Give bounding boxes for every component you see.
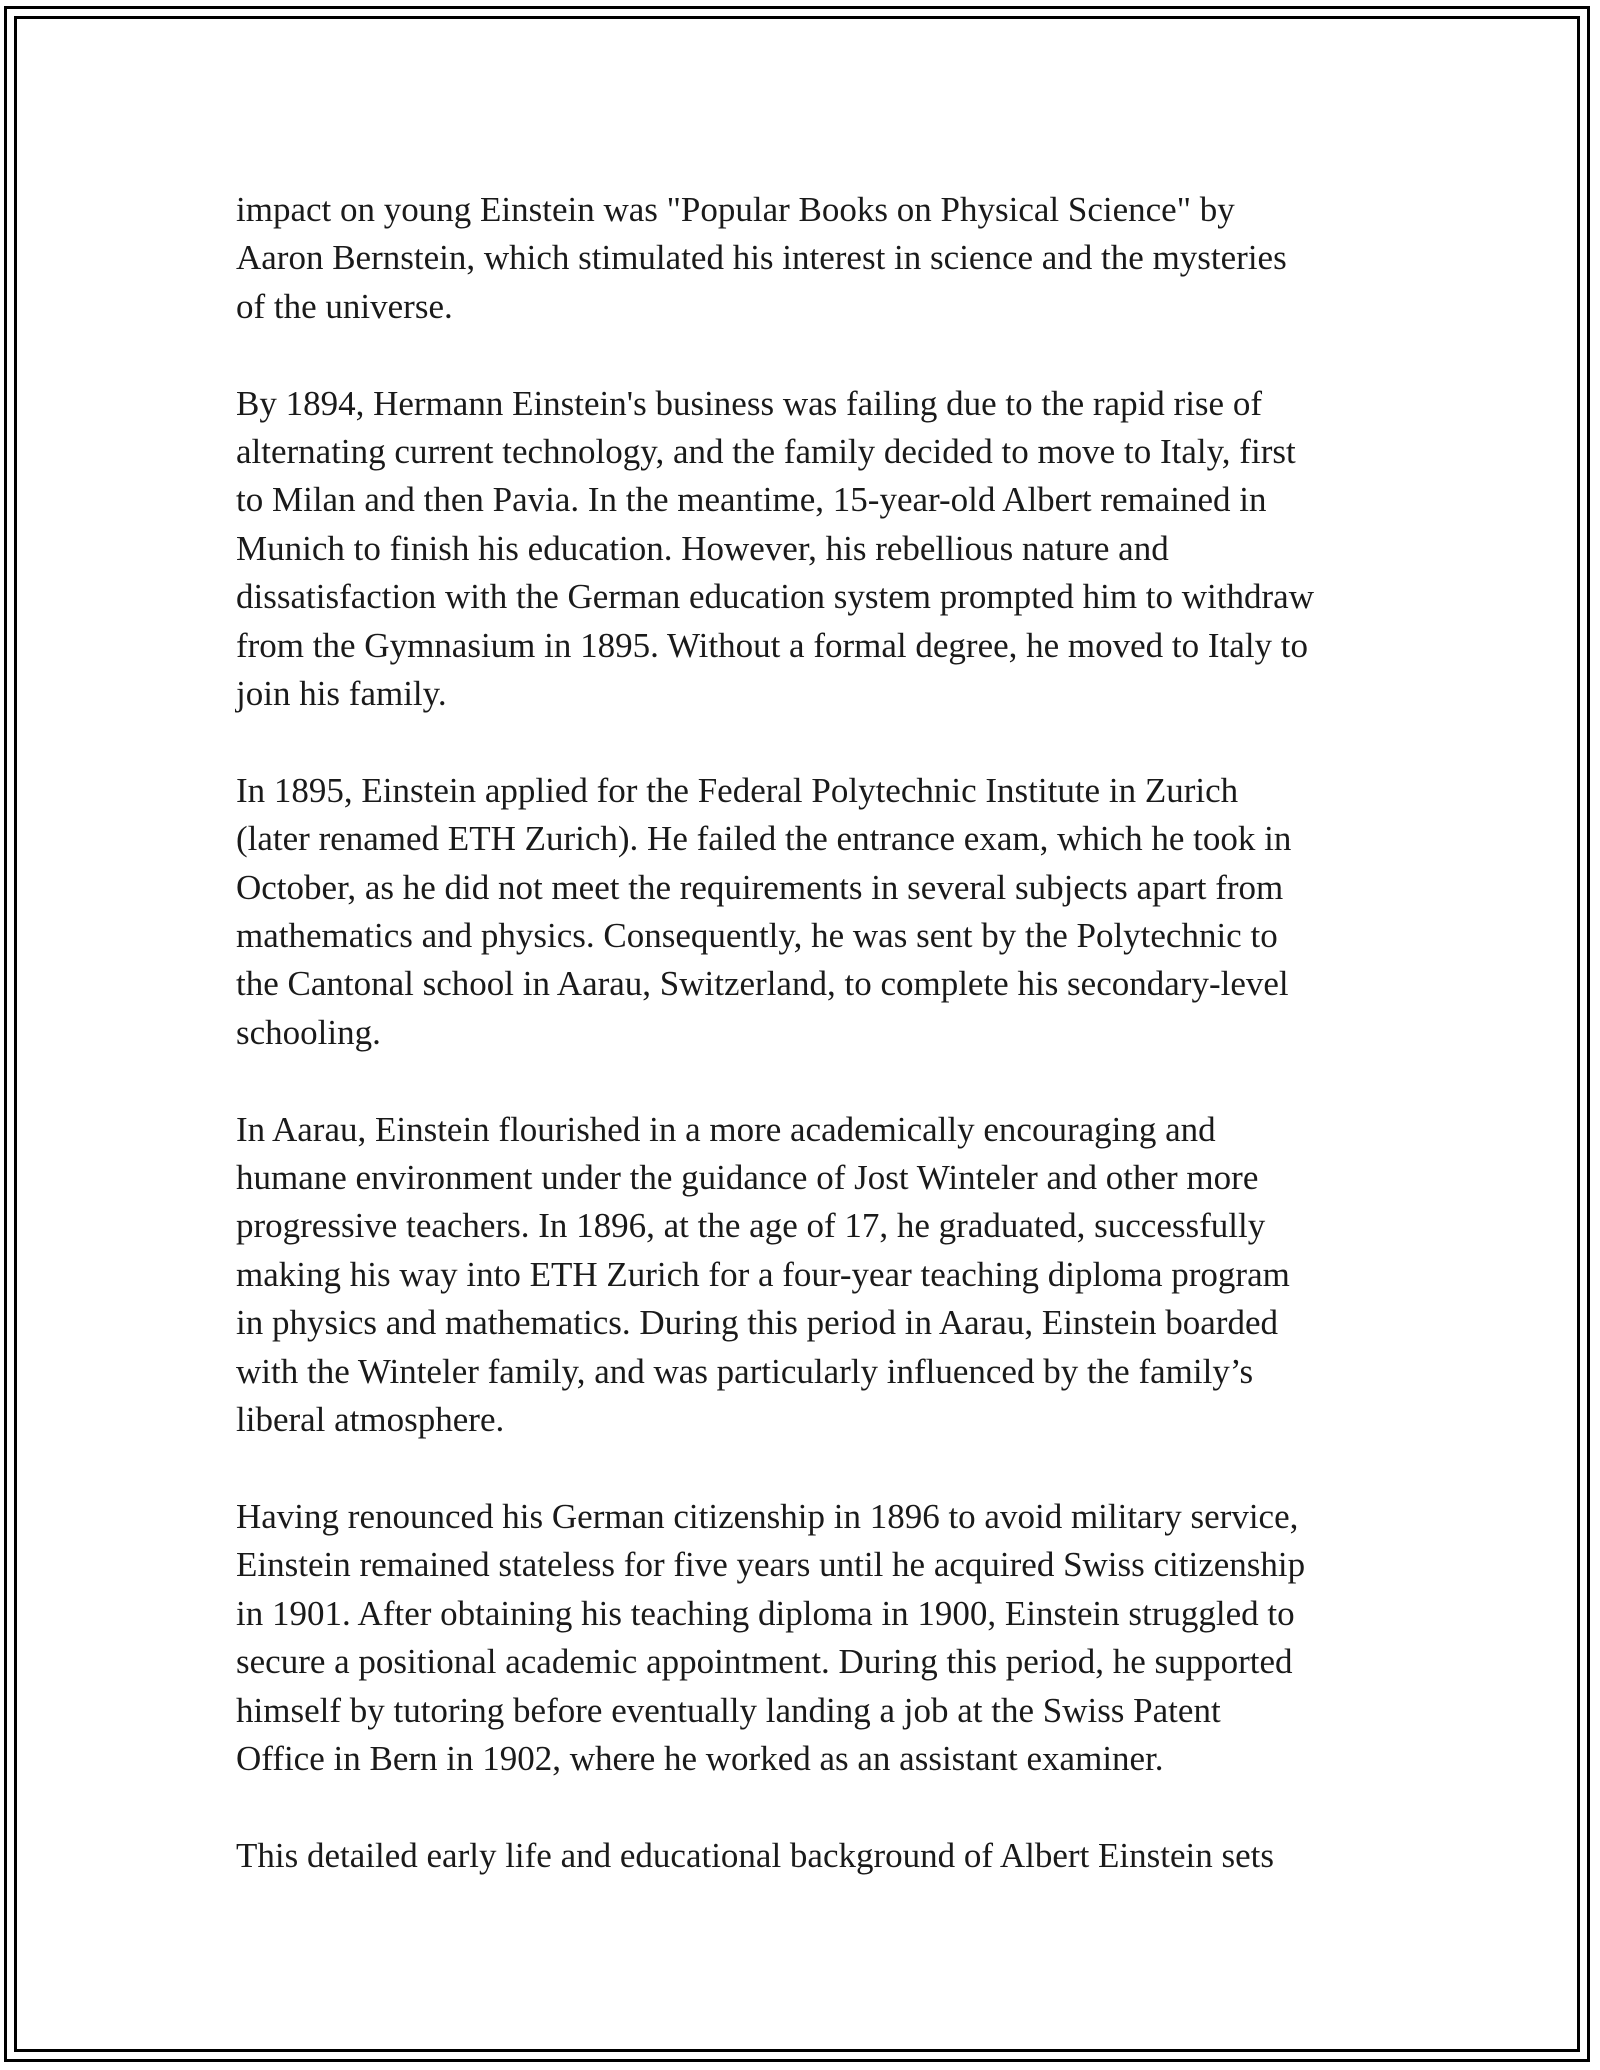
text-line: Having renounced his German citizenship in 1896 to avoid military service,	[236, 1496, 1299, 1536]
text-line: with the Winteler family, and was particularly influenced by the family’s	[236, 1351, 1254, 1391]
paragraph-2	[236, 380, 1386, 719]
paragraph-5	[236, 1493, 1386, 1783]
text-line: progressive teachers. In 1896, at the age of 17, he graduated, successfully	[236, 1206, 1266, 1246]
text-line: (later renamed ETH Zurich). He failed the entrance exam, which he took in	[236, 819, 1292, 859]
text-line: October, as he did not meet the requirements in several subjects apart from	[236, 867, 1284, 907]
text-line: of the universe.	[236, 286, 453, 326]
text-line: in 1901. After obtaining his teaching diploma in 1900, Einstein struggled to	[236, 1593, 1295, 1633]
text-line: liberal atmosphere.	[236, 1400, 505, 1440]
text-line: dissatisfaction with the German education system prompted him to withdraw	[236, 577, 1314, 617]
paragraph-3	[236, 767, 1386, 1057]
text-line: humane environment under the guidance of Jost Winteler and other more	[236, 1158, 1259, 1198]
text-line: the Cantonal school in Aarau, Switzerland, to complete his secondary-level	[236, 964, 1289, 1004]
paragraph-4	[236, 1106, 1386, 1445]
text-line: impact on young Einstein was "Popular Books on Physical Science" by	[236, 190, 1235, 229]
text-line: making his way into ETH Zurich for a four-year teaching diploma program	[236, 1254, 1290, 1294]
text-line: This detailed early life and educational background of Albert Einstein sets	[236, 1835, 1275, 1875]
text-line: Einstein remained stateless for five years until he acquired Swiss citizenship	[236, 1545, 1306, 1585]
text-line: In 1895, Einstein applied for the Federal Polytechnic Institute in Zurich	[236, 770, 1239, 810]
text-line: schooling.	[236, 1012, 381, 1052]
text-line: alternating current technology, and the family decided to move to Italy, first	[236, 432, 1296, 472]
text-line: join his family.	[236, 674, 447, 714]
text-line: In Aarau, Einstein flourished in a more academically encouraging and	[236, 1109, 1216, 1149]
text-line: in physics and mathematics. During this period in Aarau, Einstein boarded	[236, 1303, 1279, 1343]
text-line: Munich to finish his education. However, his rebellious nature and	[236, 528, 1169, 568]
document-body	[236, 186, 1386, 1929]
text-line: mathematics and physics. Consequently, he was sent by the Polytechnic to	[236, 916, 1278, 956]
text-line: Office in Bern in 1902, where he worked as an assistant examiner.	[236, 1738, 1164, 1778]
text-line: Aaron Bernstein, which stimulated his interest in science and the mysteries	[236, 238, 1287, 278]
text-line: secure a positional academic appointment. During this period, he supported	[236, 1642, 1293, 1682]
text-line: By 1894, Hermann Einstein's business was failing due to the rapid rise of	[236, 383, 1262, 423]
text-line: from the Gymnasium in 1895. Without a formal degree, he moved to Italy to	[236, 625, 1309, 665]
text-line: to Milan and then Pavia. In the meantime, 15-year-old Albert remained in	[236, 480, 1267, 520]
paragraph-6	[236, 1832, 1386, 1880]
text-line: himself by tutoring before eventually landing a job at the Swiss Patent	[236, 1690, 1221, 1730]
paragraph-1	[236, 186, 1386, 331]
